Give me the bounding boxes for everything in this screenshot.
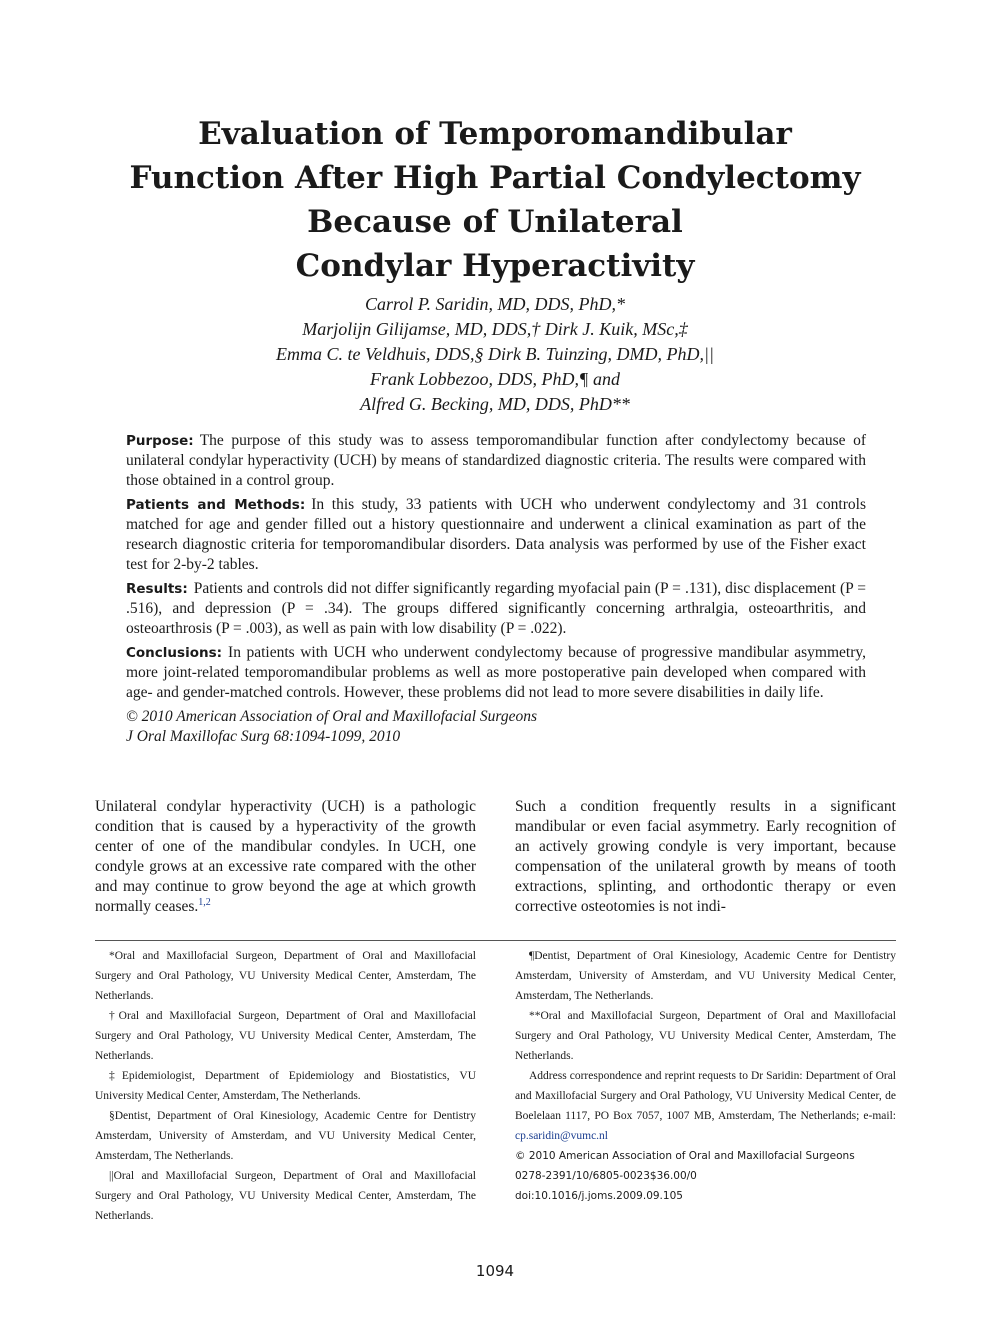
pub-doi[interactable]: doi:10.1016/j.joms.2009.09.105 (515, 1190, 683, 1202)
methods-text: In this study, 33 patients with UCH who underwent condylectomy and 31 controls matched for age and gender filled out a history questionnaire and underwent a clinical examination as part of the research diagnostic criteria for temporomandibular disorders. Data analysis was performed by use of the Fisher exact test for 2-by-2 tables. (126, 496, 866, 573)
conclusions-label: Conclusions: (126, 645, 223, 661)
footnote: ||Oral and Maxillofacial Surgeon, Department of Oral and Maxillofacial Surgery and Oral Pathology, VU University Medical Center, Amsterdam, The Netherlands. (95, 1170, 476, 1222)
reference-link[interactable]: 1,2 (198, 896, 211, 908)
abstract-conclusions (126, 643, 866, 703)
body-text: Unilateral condylar hyperactivity (UCH) is a pathologic condition that is caused by a hyperactivity of the growth center of one of the mandibular condyles. In UCH, one condyle grows at an excessive rate compared with the other and may continue to grow beyond the age at which growth normally ceases. (95, 798, 476, 915)
author-line: Emma C. te Veldhuis, DDS,§ Dirk B. Tuinzing, DMD, PhD,|| (276, 344, 714, 364)
title-line: Evaluation of Temporomandibular (198, 116, 792, 152)
conclusions-text: In patients with UCH who underwent condylectomy because of progressive mandibular asymmetry, more joint-related temporomandibular problems as well as more postoperative pain developed when compared with age- and gender-matched controls. However, these problems did not lead to more severe disabilities in daily life. (126, 644, 866, 701)
abstract-citation: J Oral Maxillofac Surg 68:1094-1099, 2010 (126, 728, 401, 745)
body-paragraph (95, 797, 476, 917)
footnote: ¶Dentist, Department of Oral Kinesiology, Academic Centre for Dentistry Amsterdam, University of Amsterdam, and VU University Medical Center, Amsterdam, The Netherlands. (515, 950, 896, 1002)
author-line: Alfred G. Becking, MD, DDS, PhD** (360, 394, 630, 414)
footnote: **Oral and Maxillofacial Surgeon, Department of Oral and Maxillofacial Surgery and Oral Pathology, VU University Medical Center, Amsterdam, The Netherlands. (515, 1010, 896, 1062)
methods-label: Patients and Methods: (126, 497, 306, 513)
results-label: Results: (126, 581, 188, 597)
body-paragraph: Such a condition frequently results in a significant mandibular or even facial asymmetry. Early recognition of an actively growing condyle is very important, because compensation of the unilateral growth by means of tooth extractions, splinting, and orthodontic therapy or even corrective osteotomies is not indi- (515, 798, 896, 915)
footnote: †Oral and Maxillofacial Surgeon, Department of Oral and Maxillofacial Surgery and Oral Pathology, VU University Medical Center, Amsterdam, The Netherlands. (95, 1010, 476, 1062)
abstract-copyright: © 2010 American Association of Oral and Maxillofacial Surgeons (126, 708, 538, 725)
email-link[interactable]: cp.saridin@vumc.nl (515, 1130, 608, 1142)
abstract (126, 431, 866, 747)
abstract-results (126, 579, 866, 639)
body-column-right (515, 797, 896, 917)
correspondence (515, 1066, 896, 1146)
article-title (60, 112, 930, 288)
footnotes-left (95, 946, 476, 1226)
title-line: Because of Unilateral (307, 204, 683, 240)
author-line: Marjolijn Gilijamse, MD, DDS,† Dirk J. Kuik, MSc,‡ (302, 319, 688, 339)
abstract-purpose (126, 431, 866, 491)
footnotes-right (515, 946, 896, 1206)
footnote: *Oral and Maxillofacial Surgeon, Department of Oral and Maxillofacial Surgery and Oral Pathology, VU University Medical Center, Amsterdam, The Netherlands. (95, 950, 476, 1002)
title-line: Function After High Partial Condylectomy (129, 160, 861, 196)
page-number: 1094 (475, 1262, 515, 1280)
results-text: Patients and controls did not differ significantly regarding myofacial pain (P = .131), disc displacement (P = .516), and depression (P = .34). The groups differed significantly concerning arthralgia, osteoarthritis, and osteoarthrosis (P = .003), as well as pain with low disability (P = .022). (126, 580, 866, 637)
footnote: §Dentist, Department of Oral Kinesiology, Academic Centre for Dentistry Amsterdam, University of Amsterdam, and VU University Medical Center, Amsterdam, The Netherlands. (95, 1110, 476, 1162)
body-column-left (95, 797, 476, 917)
purpose-label: Purpose: (126, 433, 194, 449)
author-line: Carrol P. Saridin, MD, DDS, PhD,* (364, 294, 625, 314)
author-line: Frank Lobbezoo, DDS, PhD,¶ and (370, 369, 620, 389)
abstract-methods (126, 495, 866, 575)
author-list (60, 292, 930, 417)
correspondence-text: Address correspondence and reprint requests to Dr Saridin: Department of Oral and Maxillofacial Surgery and Oral Pathology, VU University Medical Center, de Boelelaan 1117, PO Box 7057, 1007 MB, Amsterdam, The Netherlands; e-mail: (515, 1070, 896, 1122)
footnote: ‡Epidemiologist, Department of Epidemiology and Biostatistics, VU University Medical Center, Amsterdam, The Netherlands. (95, 1070, 476, 1102)
purpose-text: The purpose of this study was to assess temporomandibular function after condylectomy because of unilateral condylar hyperactivity (UCH) by means of standardized diagnostic criteria. The results were compared with those obtained in a control group. (126, 432, 866, 489)
title-line: Condylar Hyperactivity (295, 248, 695, 284)
pub-copyright: © 2010 American Association of Oral and Maxillofacial Surgeons (515, 1150, 855, 1162)
pub-issn: 0278-2391/10/6805-0023$36.00/0 (515, 1170, 697, 1182)
footnote-divider (95, 940, 896, 941)
